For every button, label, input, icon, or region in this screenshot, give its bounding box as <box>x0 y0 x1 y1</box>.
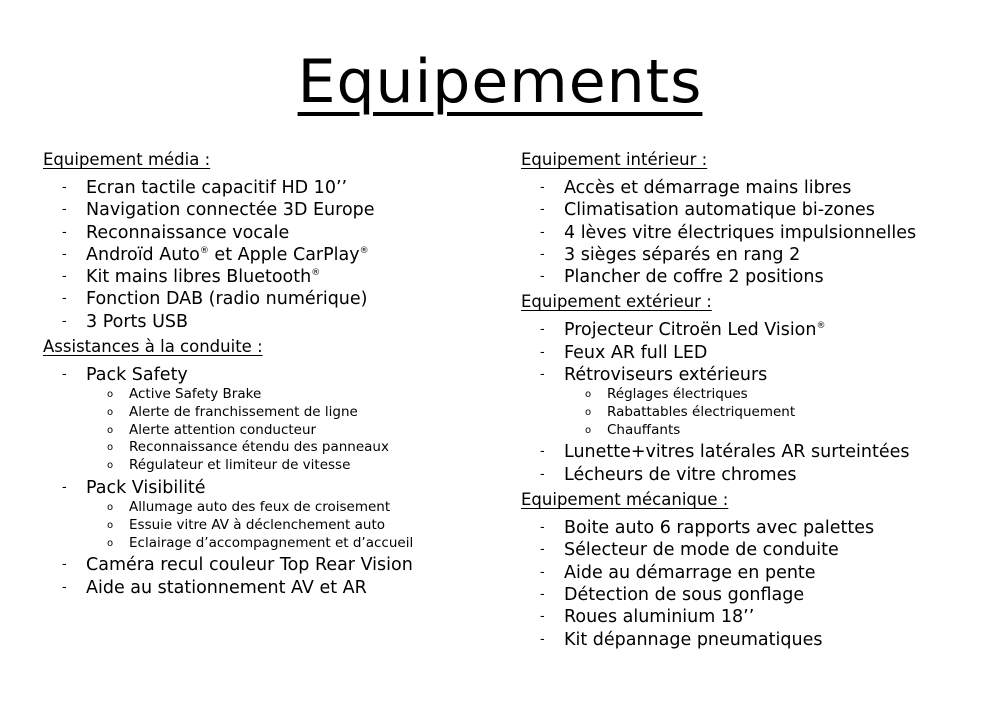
dash-bullet: - <box>540 520 545 536</box>
section-title-mecanique: Equipement mécanique : <box>521 490 729 510</box>
registered-mark: ® <box>199 246 209 257</box>
sub-list-item: o Alerte de franchissement de ligne <box>107 404 358 421</box>
registered-mark: ® <box>816 321 826 332</box>
dash-bullet: - <box>62 367 67 383</box>
media-list <box>43 177 503 333</box>
list-item: - Navigation connectée 3D Europe <box>62 200 375 221</box>
list-item: - Androïd Auto® et Apple CarPlay® <box>62 244 369 265</box>
section-title-media: Equipement média : <box>43 150 211 169</box>
right-column <box>521 146 981 651</box>
retro-sublist <box>521 386 981 439</box>
list-item: - Kit mains libres Bluetooth® <box>62 267 321 288</box>
list-item: - Roues aluminium 18’’ <box>540 607 755 628</box>
dash-bullet: - <box>540 466 545 482</box>
circle-bullet: o <box>585 407 592 419</box>
list-item: - Reconnaissance vocale <box>62 222 290 243</box>
safety-sublist <box>43 386 503 475</box>
exterieur-list-end <box>521 441 981 486</box>
dash-bullet: - <box>62 202 67 218</box>
list-item: - Pack Visibilité <box>62 477 206 498</box>
dash-bullet: - <box>540 180 545 195</box>
list-item: - Pack Safety <box>62 365 188 386</box>
list-item: - Projecteur Citroën Led Vision® <box>540 320 826 341</box>
visibilite-sublist <box>43 499 503 552</box>
list-item: - 3 Ports USB <box>62 311 188 332</box>
dash-bullet: - <box>540 322 545 338</box>
section-title-exterieur: Equipement extérieur : <box>521 292 712 312</box>
dash-bullet: - <box>540 246 545 262</box>
list-item: - Aide au démarrage en pente <box>540 562 816 583</box>
sub-list-item: o Régulateur et limiteur de vitesse <box>107 457 351 474</box>
dash-bullet: - <box>62 246 67 262</box>
registered-mark: ® <box>359 246 369 257</box>
circle-bullet: o <box>585 424 592 436</box>
circle-bullet: o <box>107 407 114 419</box>
assist-list <box>43 364 503 386</box>
list-item: - Lunette+vitres latérales AR surteintées <box>540 442 910 463</box>
sub-list-item: o Allumage auto des feux de croisement <box>107 499 391 516</box>
circle-bullet: o <box>107 519 114 531</box>
circle-bullet: o <box>107 502 114 514</box>
registered-mark: ® <box>311 268 321 279</box>
section-title-interieur: Equipement intérieur : <box>521 150 708 169</box>
dash-bullet: - <box>62 579 67 595</box>
dash-bullet: - <box>62 269 67 285</box>
list-item: - Lécheurs de vitre chromes <box>540 464 797 485</box>
list-item: - Plancher de coffre 2 positions <box>540 267 824 288</box>
dash-bullet: - <box>540 609 545 625</box>
dash-bullet: - <box>540 564 545 580</box>
section-title-assist: Assistances à la conduite : <box>43 337 263 357</box>
list-item: - Détection de sous gonflage <box>540 584 805 605</box>
dash-bullet: - <box>62 180 67 195</box>
list-item: - 3 sièges séparés en rang 2 <box>540 244 801 265</box>
list-item: - Sélecteur de mode de conduite <box>540 540 839 561</box>
mecanique-list <box>521 517 981 651</box>
list-item: - Rétroviseurs extérieurs <box>540 365 768 386</box>
dash-bullet: - <box>62 313 67 329</box>
circle-bullet: o <box>585 389 592 401</box>
sub-list-item: o Rabattables électriquement <box>585 404 796 421</box>
list-item: - Feux AR full LED <box>540 342 708 363</box>
circle-bullet: o <box>107 460 114 472</box>
list-item: - Boite auto 6 rapports avec palettes <box>540 518 875 539</box>
list-item: - 4 lèves vitre électriques impulsionnelles <box>540 222 917 243</box>
dash-bullet: - <box>62 557 67 573</box>
dash-bullet: - <box>540 224 545 240</box>
dash-bullet: - <box>62 224 67 240</box>
list-item: - Fonction DAB (radio numérique) <box>62 289 368 310</box>
circle-bullet: o <box>107 537 114 549</box>
sub-list-item: o Réglages électriques <box>585 386 748 403</box>
sub-list-item: o Active Safety Brake <box>107 386 262 403</box>
dash-bullet: - <box>62 291 67 307</box>
list-item: - Accès et démarrage mains libres <box>540 178 852 198</box>
list-item: - Climatisation automatique bi-zones <box>540 200 875 221</box>
circle-bullet: o <box>107 424 114 436</box>
sub-list-item: o Chauffants <box>585 421 681 438</box>
dash-bullet: - <box>540 631 545 647</box>
circle-bullet: o <box>107 442 114 454</box>
dash-bullet: - <box>540 344 545 360</box>
interieur-list <box>521 177 981 288</box>
dash-bullet: - <box>540 269 545 285</box>
sub-list-item: o Essuie vitre AV à déclenchement auto <box>107 516 386 533</box>
sub-list-item: o Eclairage d’accompagnement et d’accueil <box>107 534 414 551</box>
dash-bullet: - <box>540 202 545 218</box>
exterieur-list <box>521 319 981 386</box>
list-item: - Caméra recul couleur Top Rear Vision <box>62 555 413 576</box>
list-item: - Ecran tactile capacitif HD 10’’ <box>62 178 348 198</box>
dash-bullet: - <box>540 367 545 383</box>
left-column <box>43 146 503 599</box>
circle-bullet: o <box>107 389 114 401</box>
dash-bullet: - <box>62 479 67 495</box>
sub-list-item: o Alerte attention conducteur <box>107 421 317 438</box>
list-item: - Aide au stationnement AV et AR <box>62 577 367 598</box>
list-item: - Kit dépannage pneumatiques <box>540 629 823 650</box>
dash-bullet: - <box>540 542 545 558</box>
assist-list-end <box>43 554 503 599</box>
dash-bullet: - <box>540 444 545 460</box>
dash-bullet: - <box>540 586 545 602</box>
assist-list-visibilite <box>43 477 503 499</box>
sub-list-item: o Reconnaissance étendu des panneaux <box>107 439 389 456</box>
page-title: Equipements <box>297 47 703 117</box>
